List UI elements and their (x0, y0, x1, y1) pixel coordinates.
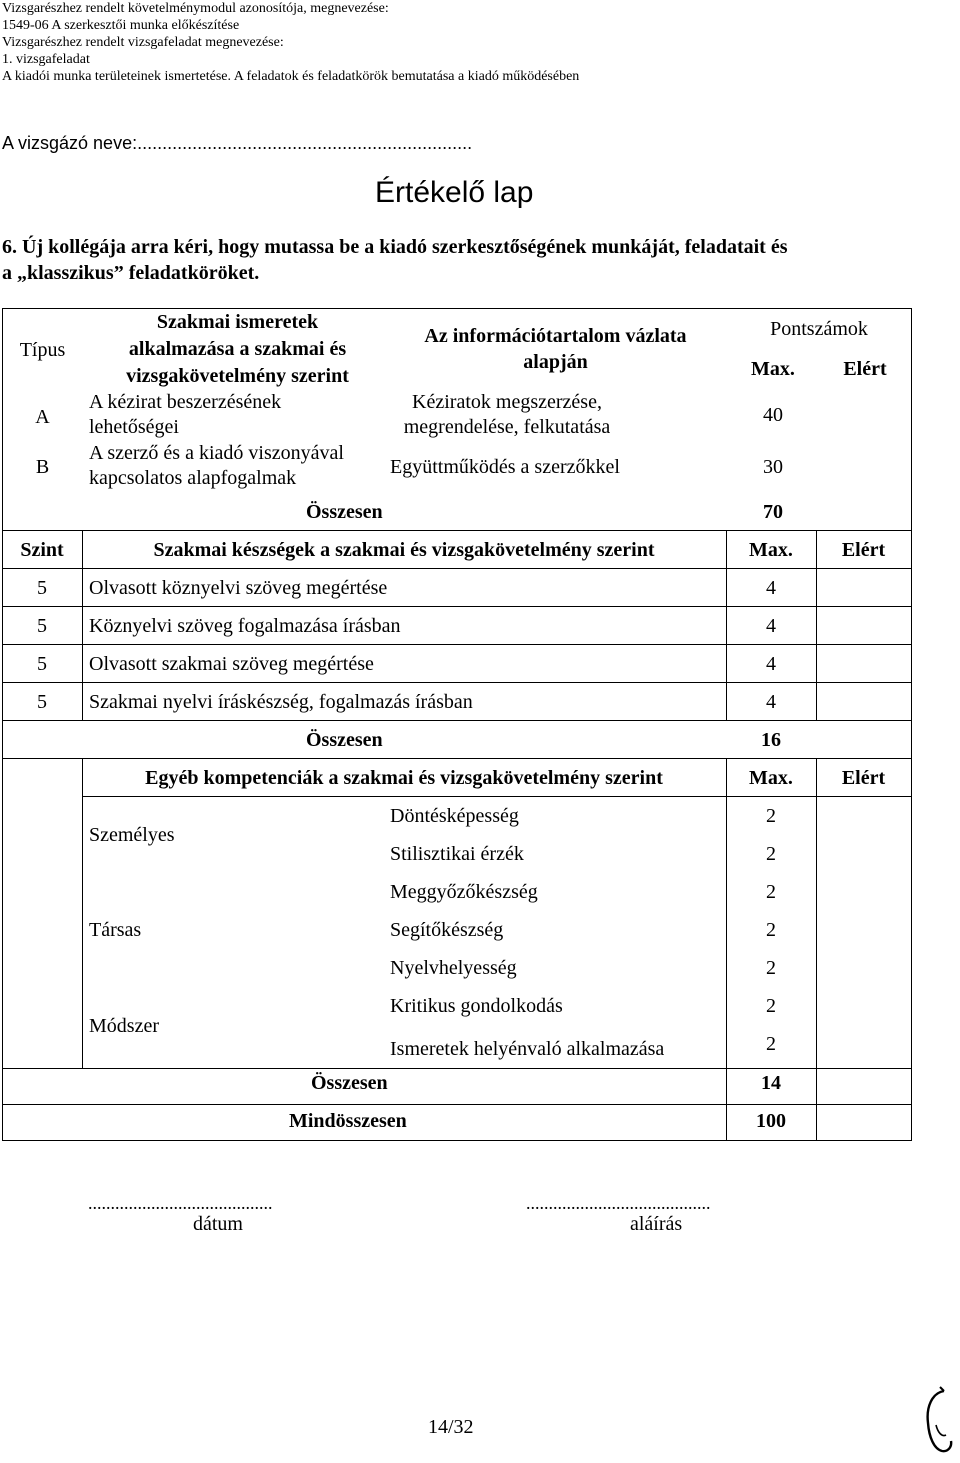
group-method: Módszer (89, 1015, 159, 1037)
competence-row-6-max: 2 (766, 995, 776, 1017)
table3-total-label: Összesen (311, 1072, 388, 1094)
skill-row-1-name: Olvasott köznyelvi szöveg megértése (89, 577, 388, 599)
skill-row-3-level: 5 (37, 653, 47, 675)
competence-row-4-name: Segítőkészség (390, 919, 504, 941)
row-b-knowledge-1: A szerző és a kiadó viszonyával (89, 442, 344, 464)
competence-row-1-max: 2 (766, 805, 776, 827)
competence-row-3-name: Meggyőzőkészség (390, 881, 538, 903)
page-number: 14/32 (428, 1416, 474, 1438)
group-personal: Személyes (89, 824, 175, 846)
group-social: Társas (89, 919, 142, 941)
skill-row-3-name: Olvasott szakmai szöveg megértése (89, 653, 374, 675)
col-points-header: Pontszámok (770, 318, 868, 340)
row-b-max: 30 (763, 456, 783, 478)
competence-row-7-max: 2 (766, 1033, 776, 1055)
col-knowledge-header-3: vizsgakövetelmény szerint (126, 365, 349, 387)
header-line-1: Vizsgarészhez rendelt követelménymodul azonosítója, megnevezése: (2, 1, 389, 16)
date-dots: ......................................... (88, 1193, 273, 1213)
row-b-type: B (35, 456, 50, 478)
col-level-header: Szint (20, 539, 64, 561)
header-line-2: 1549-06 A szerkesztői munka előkészítése (2, 18, 240, 33)
col-knowledge-header-2: alkalmazása a szakmai és (128, 338, 347, 360)
row-a-max: 40 (763, 404, 783, 426)
signature-dots: ......................................... (526, 1193, 711, 1213)
table3-total-max: 14 (761, 1072, 781, 1094)
table3-col-max: Max. (749, 767, 793, 789)
competence-row-2-max: 2 (766, 843, 776, 865)
skill-row-4-level: 5 (37, 691, 47, 713)
col-achieved-header: Elért (843, 358, 887, 380)
skill-row-1-level: 5 (37, 577, 47, 599)
row-a-outline-1: Kéziratok megszerzése, (412, 391, 602, 413)
header-line-4: 1. vizsgafeladat (2, 52, 90, 67)
skill-row-2-level: 5 (37, 615, 47, 637)
table2-col-achieved: Elért (841, 539, 886, 561)
date-label: dátum (193, 1213, 243, 1235)
table3-col-achieved: Elért (841, 767, 886, 789)
table2-col-max: Max. (749, 539, 793, 561)
row-a-knowledge-2: lehetőségei (89, 416, 179, 438)
skill-row-2-max: 4 (766, 615, 776, 637)
grand-total-label: Mindösszesen (289, 1110, 407, 1132)
competence-row-2-name: Stilisztikai érzék (390, 843, 524, 865)
table1-total-label: Összesen (306, 501, 383, 523)
candidate-name-line: A vizsgázó neve:................................................................... (2, 133, 473, 153)
col-type-header: Típus (19, 339, 66, 361)
col-skills-header: Szakmai készségek a szakmai és vizsgakövetelmény szerint (153, 539, 655, 561)
publisher-logo-icon (922, 1385, 956, 1457)
competence-row-4-max: 2 (766, 919, 776, 941)
skill-row-4-max: 4 (766, 691, 776, 713)
col-other-competences-header: Egyéb kompetenciák a szakmai és vizsgakövetelmény szerint (145, 767, 663, 789)
competence-row-6-name: Kritikus gondolkodás (390, 995, 563, 1017)
table2-total-max: 16 (761, 729, 781, 751)
competence-row-5-max: 2 (766, 957, 776, 979)
competence-row-1-name: Döntésképesség (390, 805, 519, 827)
table2-total-label: Összesen (306, 729, 383, 751)
col-outline-header-2: alapján (523, 351, 588, 373)
row-a-type: A (35, 406, 50, 428)
page-title: Értékelő lap (375, 176, 534, 209)
row-b-knowledge-2: kapcsolatos alapfogalmak (89, 467, 297, 489)
row-a-outline-2: megrendelése, felkutatása (403, 416, 611, 438)
skill-row-2-name: Köznyelvi szöveg fogalmazása írásban (89, 615, 401, 637)
row-b-outline-1: Együttműködés a szerzőkkel (390, 456, 620, 478)
skill-row-1-max: 4 (766, 577, 776, 599)
skill-row-3-max: 4 (766, 653, 776, 675)
task-line-1: 6. Új kollégája arra kéri, hogy mutassa be a kiadó szerkesztőségének munkáját, feladatait és (2, 236, 788, 258)
col-outline-header-1: Az információtartalom vázlata (424, 325, 687, 347)
competence-row-7-name: Ismeretek helyénvaló alkalmazása (390, 1038, 665, 1060)
skill-row-4-name: Szakmai nyelvi íráskészség, fogalmazás írásban (89, 691, 473, 713)
header-line-5: A kiadói munka területeinek ismertetése. A feladatok és feladatkörök bemutatása a kiadó működésében (2, 69, 580, 84)
col-knowledge-header-1: Szakmai ismeretek (156, 311, 319, 333)
row-a-knowledge-1: A kézirat beszerzésének (89, 391, 282, 413)
competence-row-5-name: Nyelvhelyesség (390, 957, 517, 979)
header-line-3: Vizsgarészhez rendelt vizsgafeladat megnevezése: (2, 35, 284, 50)
grand-total-max: 100 (756, 1110, 786, 1132)
signature-label: aláírás (630, 1213, 683, 1235)
task-line-2: a „klasszikus” feladatköröket. (2, 262, 260, 284)
competence-row-3-max: 2 (766, 881, 776, 903)
table1-total-max: 70 (763, 501, 783, 523)
col-max-header: Max. (751, 358, 795, 380)
